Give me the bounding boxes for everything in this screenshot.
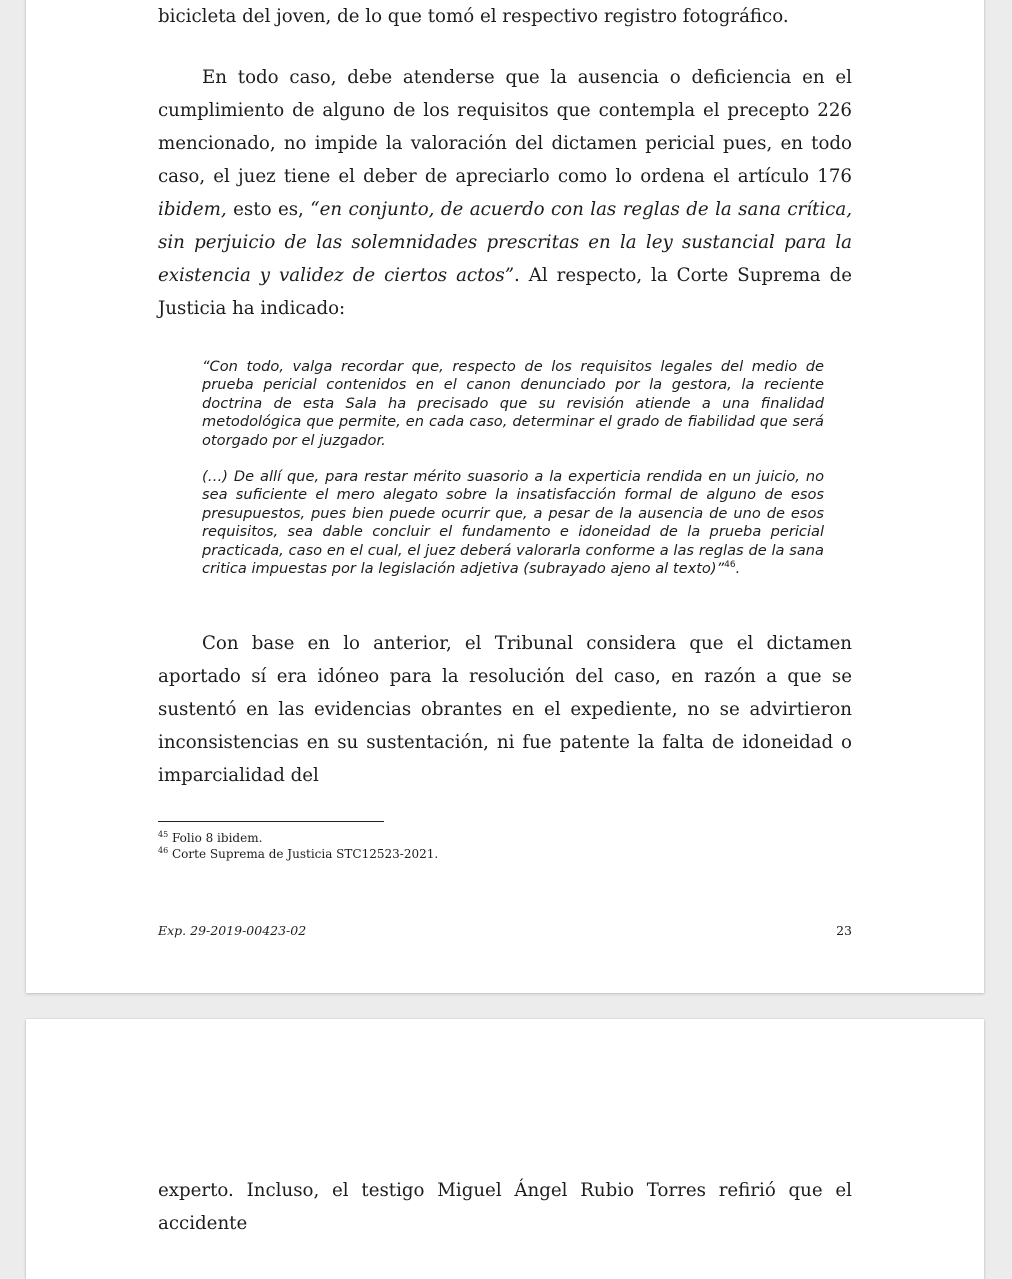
body-paragraph: [158, 61, 852, 325]
paragraph-text: . Al respecto, la Corte Suprema de Justicia ha indicado:: [158, 265, 853, 319]
body-paragraph: Con base en lo anterior, el Tribunal considera que el dictamen aportado sí era idóneo para la resolución del caso, en razón a que se sustentó en las evidencias obrantes en el expediente, no se advirtieron inconsistencias en su sustentación, ni fue patente la falta de idoneidad o imparcialidad del: [158, 633, 852, 786]
paragraph-text: En todo caso, debe atenderse que la ausencia o deficiencia en el cumplimiento de alguno de los requisitos que contempla el precepto 226 mencionado, no impide la valoración del dictamen pericial pues, en todo caso, el juez tiene el deber de apreciarlo como lo ordena el artículo 176: [158, 67, 852, 187]
quote-end: .: [735, 560, 741, 578]
footnote-number: 46: [158, 846, 169, 855]
quote-text: (…) De allí que, para restar mérito suasorio a la experticia rendida en un juicio, no sea suficiente el mero alegato sobre la insatisfacción formal de alguno de esos presupuestos, pues bien puede ocurrir que, a pesar de la ausencia de uno de esos requisitos, sea dable concluir el fundamento e idoneidad de la prueba pericial practicada, caso en el cual, el juez deberá valorarla conforme a las reglas de la sana critica impuestas por la legislación adjetiva (subrayado ajeno al texto)”: [202, 468, 824, 578]
footnote-text: Folio 8 ibidem.: [168, 831, 263, 845]
block-quote-paragraph: “Con todo, valga recordar que, respecto de los requisitos legales del medio de prueba pericial contenidos en el canon denunciado por la gestora, la reciente doctrina de esta Sala ha precisado que su revisión atiende a una finalidad metodológica que permite, en cada caso, determinar el grado de fiabilidad que será otorgado por el juzgador.: [202, 358, 824, 449]
document-page: [26, 0, 984, 993]
footnote: [158, 830, 262, 846]
block-quote-paragraph: [202, 468, 824, 578]
footnote-number: 45: [158, 830, 169, 839]
body-text-line: bicicleta del joven, de lo que tomó el respectivo registro fotográfico.: [158, 6, 789, 27]
body-text-line: experto. Incluso, el testigo Miguel Ángel Rubio Torres refirió que el accidente: [158, 1180, 852, 1234]
footnote: [158, 846, 438, 862]
footnote-separator: [158, 821, 384, 822]
document-page: [26, 1019, 984, 1279]
ibidem-term: ibidem,: [158, 199, 227, 220]
legal-quotation: “en conjunto, de acuerdo con las reglas de la sana crítica, sin perjuicio de las solemnidades prescritas en la ley sustancial para la existencia y validez de ciertos actos”: [158, 199, 852, 286]
paragraph-text: esto es,: [226, 199, 311, 220]
case-number: Exp. 29-2019-00423-02: [158, 923, 307, 938]
footnote-text: Corte Suprema de Justicia STC12523-2021.: [168, 847, 439, 861]
page-number: 23: [836, 923, 852, 938]
footnote-reference[interactable]: 46: [724, 560, 736, 571]
